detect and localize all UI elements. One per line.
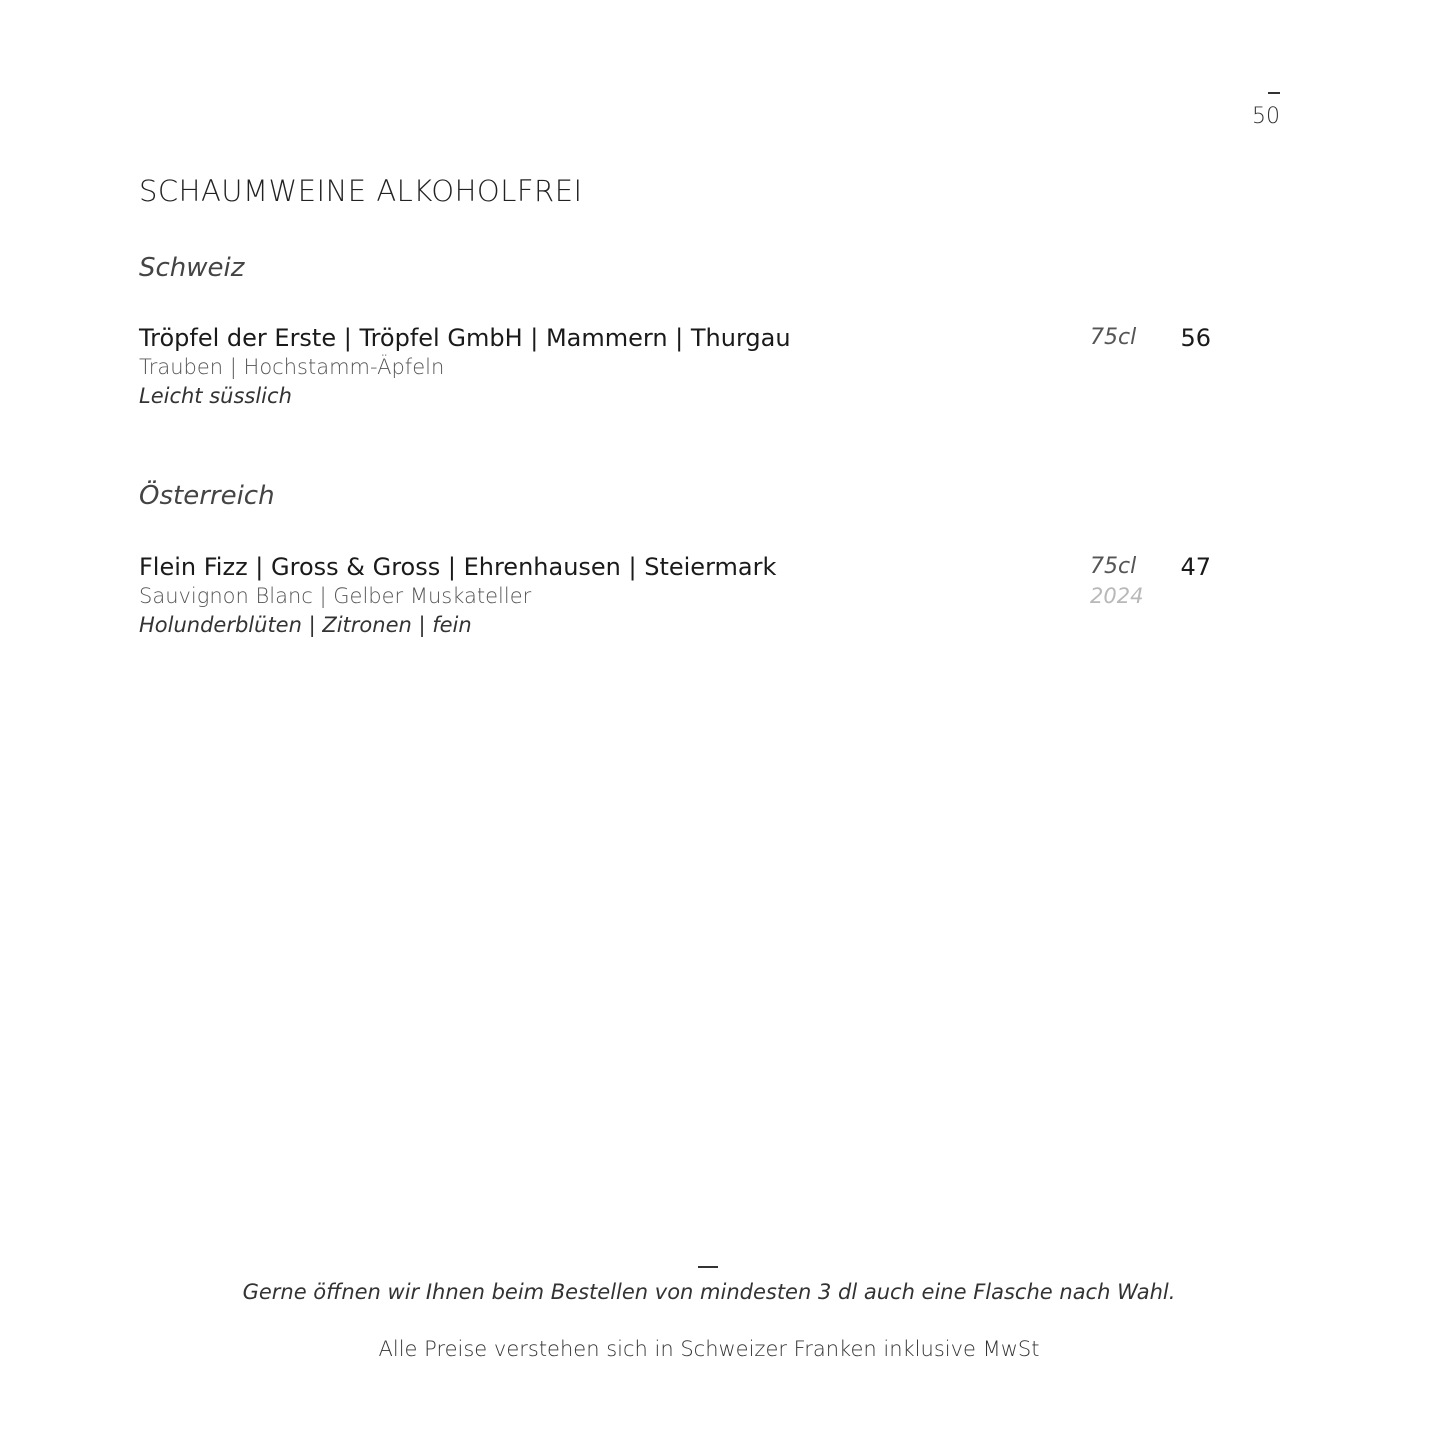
wine-price: 47: [1180, 553, 1211, 581]
wine-name: Flein Fizz | Gross & Gross | Ehrenhausen | Steiermark: [139, 553, 777, 581]
footer-price-note: Alle Preise verstehen sich in Schweizer Franken inklusive MwSt: [378, 1337, 1040, 1361]
wine-name: Tröpfel der Erste | Tröpfel GmbH | Mammern | Thurgau: [139, 324, 791, 352]
wine-volume: 75cl: [1090, 325, 1137, 350]
region-heading-oesterreich: Österreich: [139, 481, 275, 511]
region-heading-schweiz: Schweiz: [139, 253, 245, 283]
wine-grapes: Sauvignon Blanc | Gelber Muskateller: [139, 584, 532, 608]
wine-entry: [139, 323, 1219, 411]
wine-vintage: 2024: [1090, 584, 1144, 608]
page-number: [1252, 92, 1280, 128]
wine-description: Leicht süsslich: [139, 384, 292, 408]
page-number-dash: [1268, 92, 1280, 94]
wine-entry: [139, 552, 1219, 640]
wine-grapes: Trauben | Hochstamm-Äpfeln: [139, 355, 445, 379]
wine-volume: 75cl: [1090, 554, 1137, 579]
wine-description: Holunderblüten | Zitronen | fein: [139, 613, 472, 637]
wine-price: 56: [1180, 324, 1211, 352]
section-title: SCHAUMWEINE ALKOHOLFREI: [139, 174, 583, 208]
footer-divider: [698, 1266, 718, 1268]
page-number-value: 50: [1252, 103, 1280, 129]
footer-note: Gerne öffnen wir Ihnen beim Bestellen von mindesten 3 dl auch eine Flasche nach Wahl.: [242, 1280, 1176, 1304]
